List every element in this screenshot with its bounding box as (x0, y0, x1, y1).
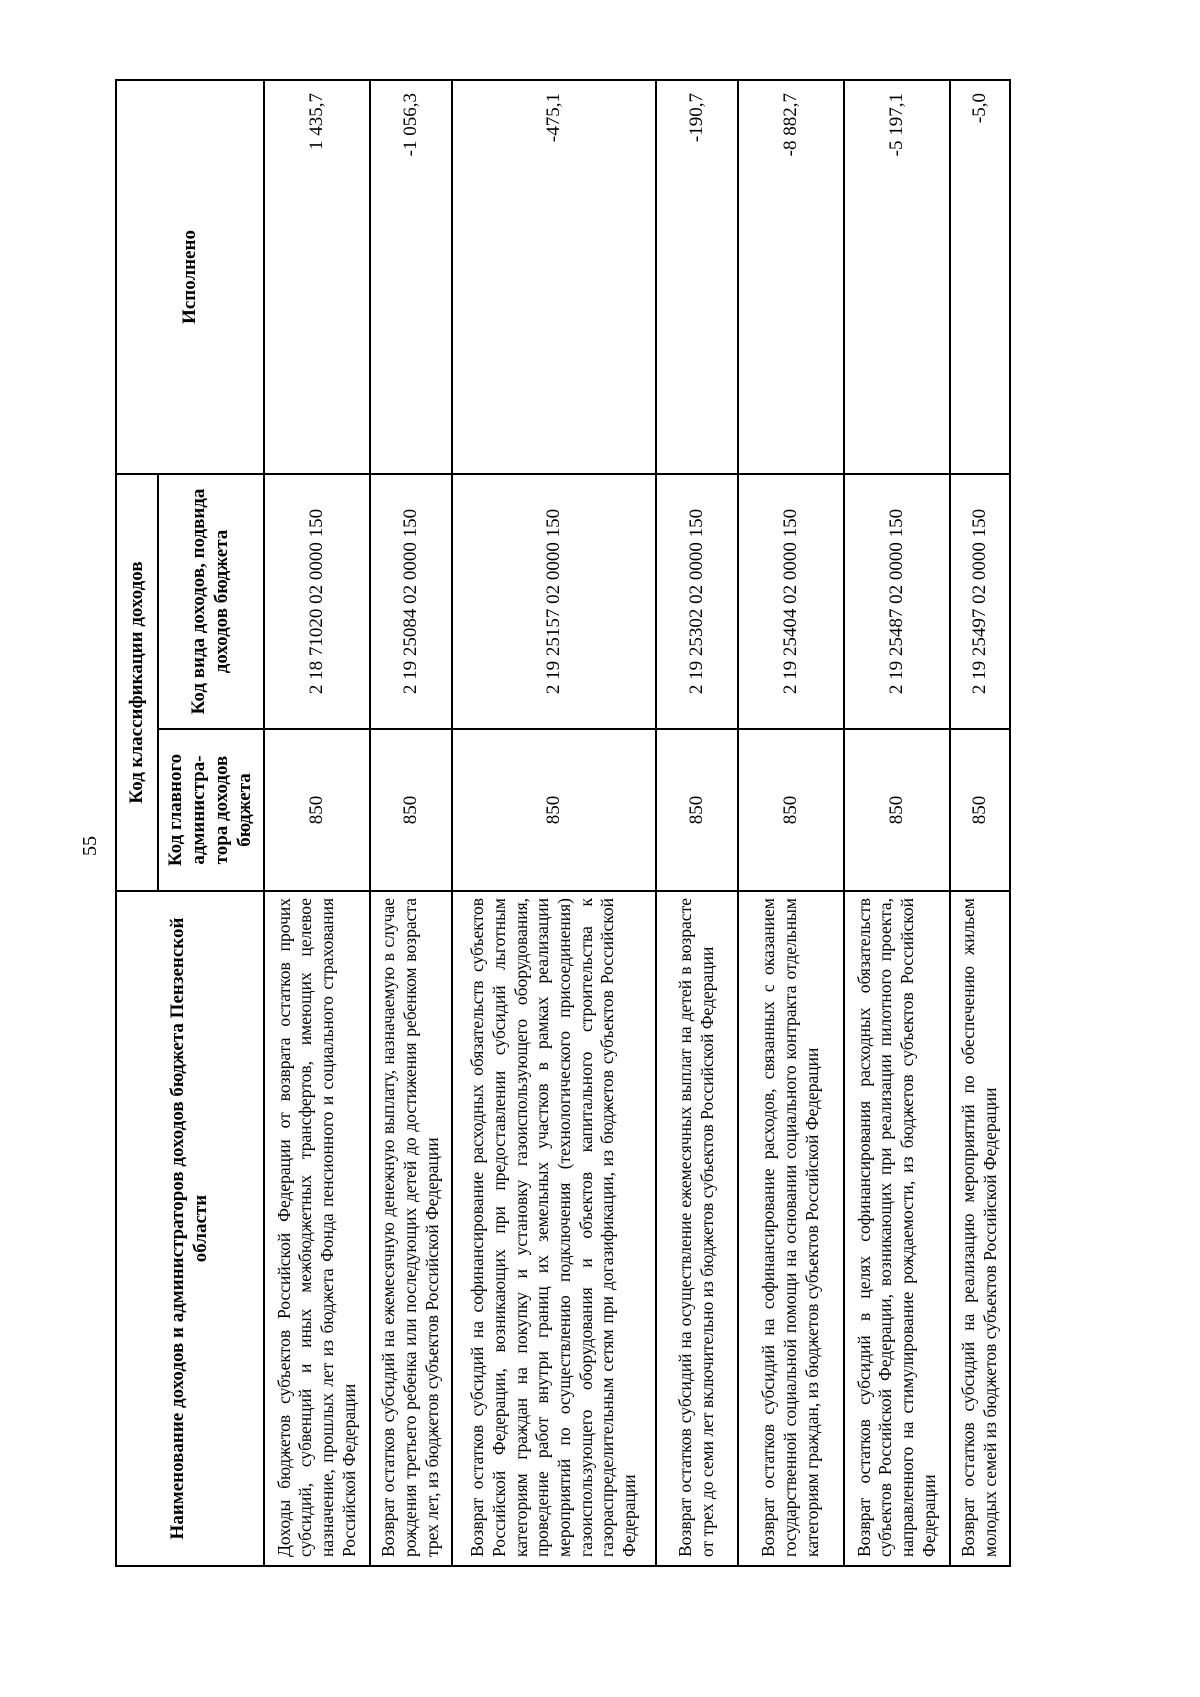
table-row (844, 80, 950, 1566)
rotated-table-frame (115, 81, 1200, 1567)
header-executed: Исполнено (116, 80, 264, 474)
table-container (115, 81, 1200, 1567)
row-amount: -190,7 (656, 80, 738, 474)
table-row (950, 80, 1010, 1566)
row-amount: -8 882,7 (738, 80, 844, 474)
row-amount: 1 435,7 (264, 80, 370, 474)
row-type-code: 2 19 25302 02 0000 150 (656, 474, 738, 729)
table-row (656, 80, 738, 1566)
table-row (264, 80, 370, 1566)
row-name: Возврат остатков субсидий в целях софинансирования расходных обязательств субъектов Российской Федерации, возникающих при реализации пилотного проекта, направленного на стимулирование рождаемости, из бюджетов субъектов Российской Федерации (844, 891, 950, 1566)
header-classification-group: Код классификации доходов (116, 474, 158, 891)
row-type-code: 2 19 25487 02 0000 150 (844, 474, 950, 729)
row-type-code: 2 19 25404 02 0000 150 (738, 474, 844, 729)
row-name: Возврат остатков субсидий на софинансирование расходов, связанных с оказанием государственной социальной помощи на основании социального контракта отдельным категориям граждан, из бюджетов субъектов Российской Федерации (738, 891, 844, 1566)
row-admin-code: 850 (844, 729, 950, 891)
row-admin-code: 850 (452, 729, 656, 891)
row-name: Возврат остатков субсидий на ежемесячную денежную выплату, назначаемую в случае рождения третьего ребенка или последующих детей до достижения ребенком возраста трех лет, из бюджетов субъектов Российской Федерации (370, 891, 452, 1566)
header-admin-code: Код главного администра-тора доходов бюджета (158, 729, 264, 891)
header-name: Наименование доходов и администраторов доходов бюджета Пензенской области (116, 891, 264, 1566)
row-admin-code: 850 (950, 729, 1010, 891)
row-type-code: 2 19 25084 02 0000 150 (370, 474, 452, 729)
table-row (370, 80, 452, 1566)
row-amount: -475,1 (452, 80, 656, 474)
table-row (452, 80, 656, 1566)
row-amount: -5 197,1 (844, 80, 950, 474)
row-type-code: 2 19 25497 02 0000 150 (950, 474, 1010, 729)
row-admin-code: 850 (370, 729, 452, 891)
row-name: Возврат остатков субсидий на осуществление ежемесячных выплат на детей в возрасте от трех до семи лет включительно из бюджетов субъектов Российской Федерации (656, 891, 738, 1566)
row-amount: -1 056,3 (370, 80, 452, 474)
page-number (70, 826, 110, 866)
revenue-table (115, 79, 1011, 1567)
header-type-code: Код вида доходов, подвида доходов бюджета (158, 474, 264, 729)
row-name: Возврат остатков субсидий на софинансирование расходных обязательств субъектов Российской Федерации, возникающих при предоставлении субсидий льготным категориям граждан на покупку и установку газоиспользующего оборудования, проведение работ внутри границ их земельных участков в рамках реализации мероприятий по осуществлению подключения (технологического присоединения) газоиспользующего оборудования и объектов капитального строительства к газораспределительным сетям при догазификации, из бюджетов субъектов Российской Федерации (452, 891, 656, 1566)
row-admin-code: 850 (738, 729, 844, 891)
row-admin-code: 850 (656, 729, 738, 891)
page-number-text: 55 (78, 836, 101, 856)
table-row (738, 80, 844, 1566)
row-name: Доходы бюджетов субъектов Российской Федерации от возврата остатков прочих субсидий, субвенций и иных межбюджетных трансфертов, имеющих целевое назначение, прошлых лет из бюджета Фонда пенсионного и социального страхования Российской Федерации (264, 891, 370, 1566)
row-admin-code: 850 (264, 729, 370, 891)
row-type-code: 2 18 71020 02 0000 150 (264, 474, 370, 729)
row-amount: -5,0 (950, 80, 1010, 474)
row-type-code: 2 19 25157 02 0000 150 (452, 474, 656, 729)
row-name: Возврат остатков субсидий на реализацию мероприятий по обеспечению жильем молодых семей из бюджетов субъектов Российской Федерации (950, 891, 1010, 1566)
